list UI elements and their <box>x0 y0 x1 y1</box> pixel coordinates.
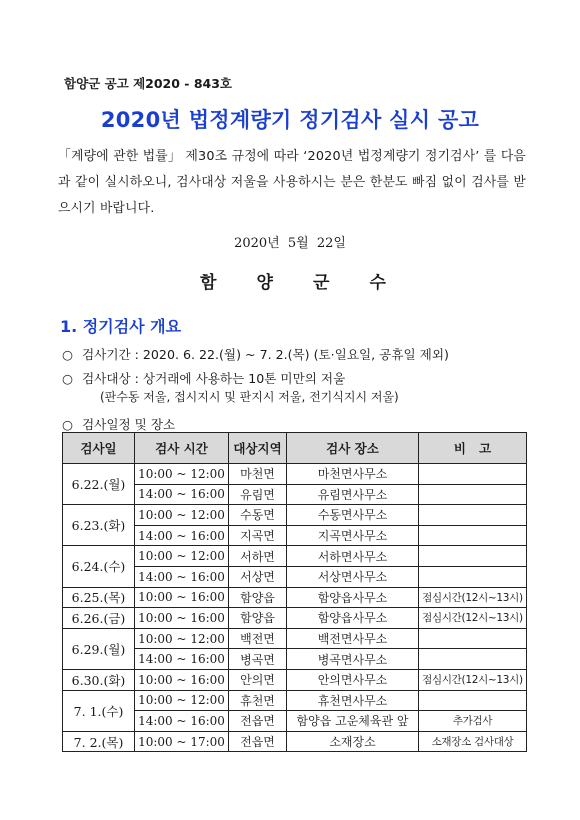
table-row <box>63 690 527 711</box>
issuer-char: 함 <box>200 273 217 293</box>
cell-place: 서하면사무소 <box>287 546 419 567</box>
cell-note <box>419 505 527 526</box>
table-row <box>63 628 527 649</box>
target-text: 검사대상 : 상거래에 사용하는 10톤 미만의 저울 <box>82 371 346 386</box>
header-time: 검사 시간 <box>135 433 229 464</box>
cell-place: 함양읍사무소 <box>287 608 419 629</box>
bullet-period <box>62 344 449 363</box>
table-row <box>63 464 527 485</box>
cell-area: 백전면 <box>229 628 287 649</box>
period-text: 검사기간 : 2020. 6. 22.(월) ~ 7. 2.(목) (토·일요일, 공휴일 제외) <box>82 347 449 362</box>
cell-date: 7. 2.(목) <box>63 731 135 752</box>
cell-time: 10:00 ~ 17:00 <box>135 731 229 752</box>
cell-place: 소재장소 <box>287 731 419 752</box>
cell-place: 함양읍 고운체육관 앞 <box>287 711 419 732</box>
cell-place: 지곡면사무소 <box>287 525 419 546</box>
section-heading: 1. 정기검사 개요 <box>60 317 182 336</box>
bullet-circle-icon: ○ <box>62 371 73 386</box>
cell-place: 함양읍사무소 <box>287 587 419 608</box>
bullet-circle-icon: ○ <box>62 347 73 362</box>
issuer-char: 군 <box>313 273 330 293</box>
cell-time: 14:00 ~ 16:00 <box>135 525 229 546</box>
table-row <box>63 505 527 526</box>
cell-note <box>419 525 527 546</box>
cell-time: 10:00 ~ 12:00 <box>135 464 229 485</box>
cell-place: 백전면사무소 <box>287 628 419 649</box>
cell-time: 10:00 ~ 16:00 <box>135 587 229 608</box>
cell-area: 함양읍 <box>229 608 287 629</box>
table-row <box>63 546 527 567</box>
table-row <box>63 587 527 608</box>
cell-note: 소재장소 검사대상 <box>419 731 527 752</box>
announcement-date: 2020년 5월 22일 <box>234 236 346 251</box>
bullet-target <box>62 368 345 387</box>
cell-time: 10:00 ~ 12:00 <box>135 505 229 526</box>
header-note: 비 고 <box>419 433 527 464</box>
cell-area: 전읍면 <box>229 731 287 752</box>
cell-date: 6.29.(월) <box>63 628 135 669</box>
cell-time: 14:00 ~ 16:00 <box>135 649 229 670</box>
header-date: 검사일 <box>63 433 135 464</box>
cell-area: 함양읍 <box>229 587 287 608</box>
cell-date: 7. 1.(수) <box>63 690 135 731</box>
cell-area: 서상면 <box>229 566 287 587</box>
cell-date: 6.22.(월) <box>63 464 135 505</box>
issuer-signature <box>200 268 386 293</box>
cell-area: 지곡면 <box>229 525 287 546</box>
header-area: 대상지역 <box>229 433 287 464</box>
table-row <box>63 731 527 752</box>
cell-date: 6.26.(금) <box>63 608 135 629</box>
cell-note: 점심시간(12시~13시) <box>419 608 527 629</box>
cell-place: 마천면사무소 <box>287 464 419 485</box>
cell-time: 10:00 ~ 12:00 <box>135 628 229 649</box>
schedule-table <box>62 432 527 752</box>
bullet-circle-icon: ○ <box>62 417 73 432</box>
cell-area: 전읍면 <box>229 711 287 732</box>
cell-date: 6.24.(수) <box>63 546 135 587</box>
cell-note <box>419 464 527 485</box>
cell-date: 6.25.(목) <box>63 587 135 608</box>
cell-place: 안의면사무소 <box>287 669 419 690</box>
cell-time: 14:00 ~ 16:00 <box>135 566 229 587</box>
cell-time: 14:00 ~ 16:00 <box>135 484 229 505</box>
target-note: (판수동 저울, 접시지시 및 판지시 저울, 전기식지시 저울) <box>100 390 399 404</box>
cell-place: 휴천면사무소 <box>287 690 419 711</box>
schedule-label: 검사일정 및 장소 <box>82 417 176 432</box>
cell-place: 서상면사무소 <box>287 566 419 587</box>
bullet-schedule <box>62 414 175 433</box>
cell-place: 병곡면사무소 <box>287 649 419 670</box>
cell-time: 10:00 ~ 12:00 <box>135 690 229 711</box>
intro-paragraph: 「계량에 관한 법률」 제30조 규정에 따라 ‘2020년 법정계량기 정기검사’ 를 다음과 같이 실시하오니, 검사대상 저울을 사용하시는 분은 한분도 빠짐 없이 검사를 받으시기 바랍니다. <box>58 149 526 216</box>
cell-area: 유림면 <box>229 484 287 505</box>
cell-area: 서하면 <box>229 546 287 567</box>
issuer-char: 양 <box>256 273 273 293</box>
cell-place: 유림면사무소 <box>287 484 419 505</box>
document-title: 2020년 법정계량기 정기검사 실시 공고 <box>100 108 480 132</box>
cell-time: 10:00 ~ 12:00 <box>135 546 229 567</box>
cell-area: 마천면 <box>229 464 287 485</box>
notice-number: 함양군 공고 제2020 - 843호 <box>64 76 233 91</box>
cell-area: 병곡면 <box>229 649 287 670</box>
header-place: 검사 장소 <box>287 433 419 464</box>
cell-note <box>419 690 527 711</box>
cell-note <box>419 566 527 587</box>
table-header-row <box>63 433 527 464</box>
cell-note <box>419 484 527 505</box>
cell-note <box>419 546 527 567</box>
cell-note: 추가검사 <box>419 711 527 732</box>
table-row <box>63 608 527 629</box>
cell-area: 수동면 <box>229 505 287 526</box>
cell-area: 안의면 <box>229 669 287 690</box>
cell-area: 휴천면 <box>229 690 287 711</box>
cell-note <box>419 628 527 649</box>
cell-note: 점심시간(12시~13시) <box>419 587 527 608</box>
cell-place: 수동면사무소 <box>287 505 419 526</box>
issuer-char: 수 <box>369 273 386 293</box>
cell-time: 14:00 ~ 16:00 <box>135 711 229 732</box>
cell-time: 10:00 ~ 16:00 <box>135 608 229 629</box>
cell-time: 10:00 ~ 16:00 <box>135 669 229 690</box>
table-row <box>63 669 527 690</box>
cell-date: 6.23.(화) <box>63 505 135 546</box>
cell-note: 점심시간(12시~13시) <box>419 669 527 690</box>
cell-date: 6.30.(화) <box>63 669 135 690</box>
cell-note <box>419 649 527 670</box>
